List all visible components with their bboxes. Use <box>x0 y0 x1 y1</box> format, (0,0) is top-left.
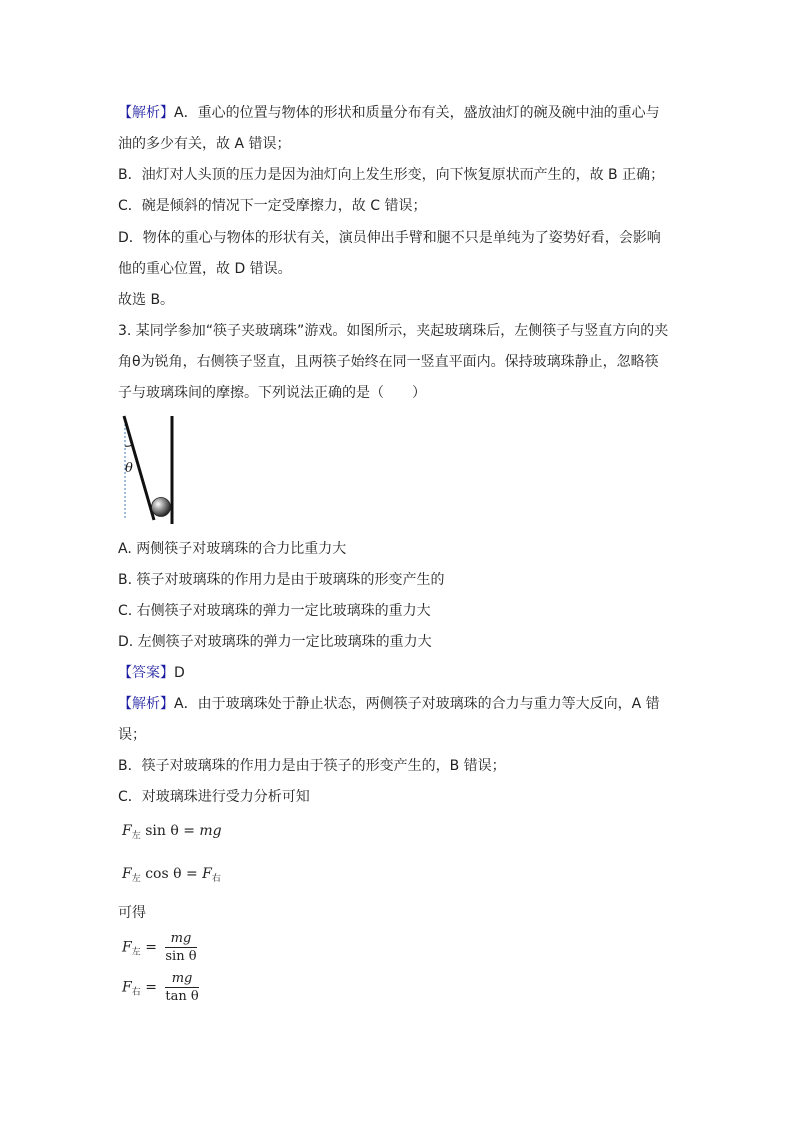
option-d: D. 左侧筷子对玻璃珠的弹力一定比玻璃珠的重力大 <box>118 634 432 650</box>
prev-solution-line-d2: 他的重心位置，故 D 错误。 <box>118 261 292 277</box>
equation-4: $F_右$ = $\frac{mg}{\text{tan θ}}$ <box>122 971 199 1004</box>
analysis-tag: 【解析】 <box>118 105 174 121</box>
fraction-mg-over-sin: $\frac{mg}{\text{sin θ}}$ <box>165 931 197 964</box>
option-a: A. 两侧筷子对玻璃珠的合力比重力大 <box>118 541 347 557</box>
prev-solution-line-a1: 【解析】A．重心的位置与物体的形状和质量分布有关，盛放油灯的碗及碗中油的重心与 <box>118 105 660 121</box>
equation-2: $F_左$ $\cos \theta = F_右$ <box>122 866 221 884</box>
question-line-3: 子与玻璃珠间的摩擦。下列说法正确的是（ ） <box>118 385 426 401</box>
theta-label: θ <box>125 461 133 476</box>
equation-1: $F_左$ sin θ = mg <box>122 823 222 841</box>
question-line-2: 角θ为锐角，右侧筷子竖直，且两筷子始终在同一竖直平面内。保持玻璃珠静止，忽略筷 <box>118 354 659 370</box>
solution-line-c: C．对玻璃珠进行受力分析可知 <box>118 789 310 805</box>
answer-value: D <box>174 665 185 681</box>
solution-line-a2: 误； <box>118 727 146 743</box>
solution-ke-de: 可得 <box>118 905 146 921</box>
solution-line-a1: 【解析】A．由于玻璃珠处于静止状态，两侧筷子对玻璃珠的合力与重力等大反向，A 错 <box>118 696 660 712</box>
prev-solution-line-c: C．碗是倾斜的情况下一定受摩擦力，故 C 错误； <box>118 198 427 214</box>
answer-tag: 【答案】 <box>118 665 174 681</box>
chopsticks-figure <box>115 412 185 527</box>
prev-solution-line-d1: D．物体的重心与物体的形状有关，演员伸出手臂和腿不只是单纯为了姿势好看，会影响 <box>118 230 661 246</box>
prev-solution-conclusion: 故选 B。 <box>118 292 175 308</box>
answer-line <box>118 663 185 683</box>
solution-line-b: B．筷子对玻璃珠的作用力是由于筷子的形变产生的，B 错误； <box>118 758 506 774</box>
glass-bead <box>152 498 171 517</box>
analysis-tag-2: 【解析】 <box>118 696 174 712</box>
option-b: B. 筷子对玻璃珠的作用力是由于玻璃珠的形变产生的 <box>118 572 445 588</box>
option-c: C. 右侧筷子对玻璃珠的弹力一定比玻璃珠的重力大 <box>118 603 431 619</box>
fraction-mg-over-tan: $\frac{mg}{\text{tan θ}}$ <box>165 971 199 1004</box>
prev-solution-line-a2: 油的多少有关，故 A 错误； <box>118 136 291 152</box>
prev-solution-line-b: B．油灯对人头顶的压力是因为油灯向上发生形变，向下恢复原状而产生的，故 B 正确； <box>118 167 665 183</box>
question-line-1: 3. 某同学参加“筷子夹玻璃珠”游戏。如图所示，夹起玻璃珠后，左侧筷子与竖直方向的夹 <box>118 323 669 339</box>
equation-3: $F_左$ = $\frac{mg}{\text{sin θ}}$ <box>122 931 197 964</box>
